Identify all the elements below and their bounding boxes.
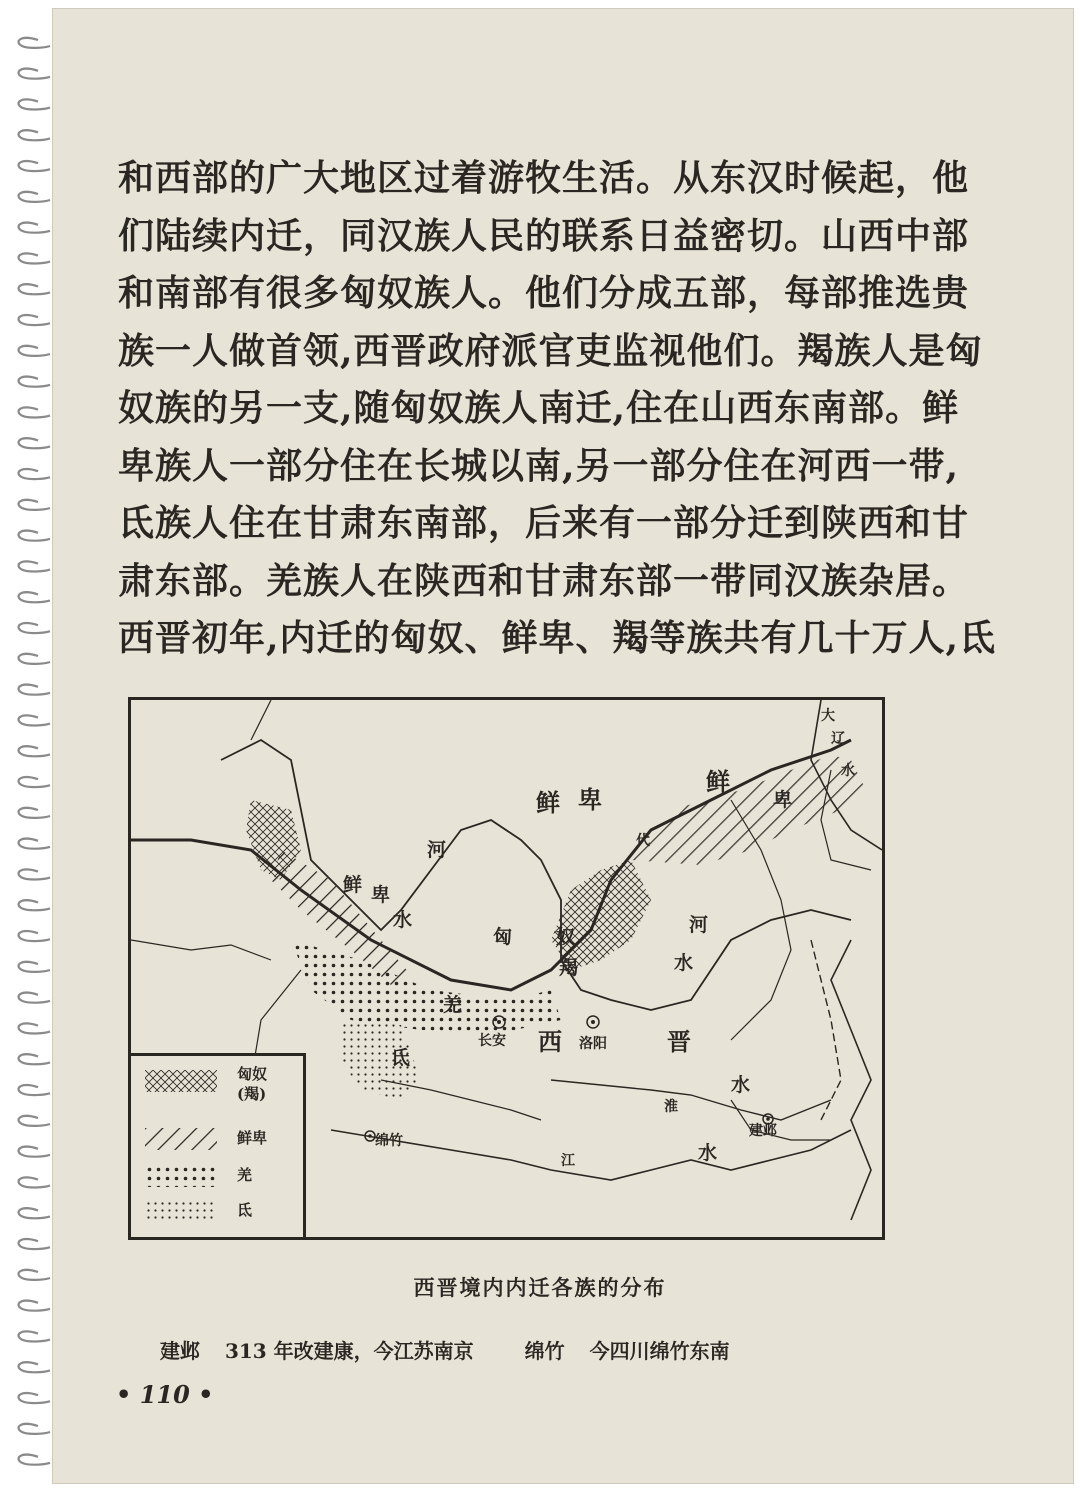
spiral-ring xyxy=(19,962,50,972)
spiral-ring xyxy=(19,99,50,109)
spiral-ring xyxy=(19,69,50,79)
note-desc: 今四川绵竹东南 xyxy=(589,1339,730,1363)
legend-label: 羌 xyxy=(237,1166,253,1184)
map-caption: 西晋境内内迁各族的分布 xyxy=(413,1275,667,1300)
spiral-ring xyxy=(19,284,50,294)
map-label-changan: 长安 xyxy=(478,1033,506,1049)
map-label-xianbei: 卑 xyxy=(371,884,391,906)
spiral-ring xyxy=(19,407,50,417)
map-label-jie: 羯 xyxy=(559,957,579,979)
footnotes xyxy=(160,1335,730,1364)
spiral-ring xyxy=(19,161,50,171)
spiral-ring xyxy=(19,38,50,48)
spiral-ring xyxy=(19,192,50,202)
text-line: 和南部有很多匈奴族人。他们分成五部，每部推选贵 xyxy=(118,272,970,314)
spiral-ring xyxy=(19,438,50,448)
map-label-xi: 西 xyxy=(538,1027,562,1056)
map-label-xianbei: 鲜 xyxy=(706,767,730,796)
spiral-ring xyxy=(19,1208,50,1218)
spiral-ring xyxy=(19,592,50,602)
map-label-luoyang: 洛阳 xyxy=(579,1036,607,1052)
map-label-river: 河 xyxy=(689,914,709,936)
text-line: 族一人做首领,西晋政府派官吏监视他们。羯族人是匈 xyxy=(118,329,983,372)
spiral-ring xyxy=(19,654,50,664)
map-label-xianbei: 卑 xyxy=(773,789,793,811)
spiral-ring xyxy=(19,839,50,849)
map-label-jianye: 建邺 xyxy=(749,1123,777,1139)
dots-pattern-icon xyxy=(145,1165,217,1187)
cross-pattern-icon xyxy=(145,1070,217,1092)
spiral-ring xyxy=(19,1116,50,1126)
spiral-ring xyxy=(19,1393,50,1403)
hatch-pattern-icon xyxy=(145,1128,217,1150)
historical-map xyxy=(128,697,885,1240)
map-label-huai: 水 xyxy=(731,1074,751,1096)
spiral-ring xyxy=(19,1301,50,1311)
spiral-ring xyxy=(19,253,50,263)
map-label-river: 水 xyxy=(674,952,694,974)
map-label-xiongnu: 奴 xyxy=(556,926,576,948)
spiral-ring xyxy=(19,808,50,818)
text-line: 奴族的另一支,随匈奴族人南迁,住在山西东南部。鲜 xyxy=(118,387,960,429)
note-term: 建邺 xyxy=(160,1339,200,1363)
spiral-ring xyxy=(19,685,50,695)
text-line: 肃东部。羌族人在陕西和甘肃东部一带同汉族杂居。 xyxy=(118,559,970,602)
map-label-jin: 晋 xyxy=(667,1027,691,1056)
spiral-ring xyxy=(19,130,50,140)
legend-item-di xyxy=(145,1196,295,1224)
legend-label: 氐 xyxy=(237,1201,253,1219)
spiral-ring xyxy=(19,1239,50,1249)
legend-label: 鲜卑 xyxy=(237,1129,268,1147)
spiral-ring xyxy=(19,1054,50,1064)
spiral-ring xyxy=(19,1147,50,1157)
map-label-liaoshui: 水 xyxy=(841,763,855,779)
map-label-qiang: 羌 xyxy=(443,994,463,1016)
page-number: • 110 • xyxy=(116,1380,214,1409)
legend-item-xiongnu xyxy=(145,1065,295,1103)
map-label-dai: 代 xyxy=(636,833,650,849)
spiral-ring xyxy=(19,1177,50,1187)
map-label-xianbei: 卑 xyxy=(578,785,602,814)
spiral-ring xyxy=(19,993,50,1003)
text-line: 氐族人住在甘肃东南部，后来有一部分迁到陕西和甘 xyxy=(118,502,970,544)
map-label-liaoshui: 辽 xyxy=(831,731,845,747)
spiral-ring xyxy=(19,1085,50,1095)
map-label-river: 河 xyxy=(427,839,447,861)
spiral-ring xyxy=(19,500,50,510)
map-label-huai: 淮 xyxy=(664,1099,678,1115)
map-label-jiang: 水 xyxy=(698,1142,718,1164)
legend-item-qiang xyxy=(145,1161,295,1189)
qiang-region xyxy=(291,940,561,1035)
map-label-xianbei: 鲜 xyxy=(536,788,560,817)
map-label-river: 水 xyxy=(393,909,413,931)
spiral-ring xyxy=(19,469,50,479)
spiral-ring xyxy=(19,561,50,571)
spiral-ring xyxy=(19,715,50,725)
spiral-ring xyxy=(19,900,50,910)
spiral-ring xyxy=(19,1023,50,1033)
small-dots-pattern-icon xyxy=(145,1200,217,1222)
map-label-xianbei: 鲜 xyxy=(343,874,363,896)
map-legend xyxy=(131,1053,306,1240)
spiral-ring xyxy=(19,1331,50,1341)
spiral-ring xyxy=(19,377,50,387)
spiral-ring xyxy=(19,1424,50,1434)
map-label-xiongnu: 匈 xyxy=(493,926,513,948)
note-term: 绵竹 xyxy=(524,1339,565,1363)
spiral-ring xyxy=(19,531,50,541)
map-label-jiang: 江 xyxy=(561,1153,575,1169)
spiral-ring xyxy=(19,1362,50,1372)
spiral-ring xyxy=(19,623,50,633)
spiral-ring xyxy=(19,777,50,787)
spiral-ring xyxy=(19,315,50,325)
text-line: 们陆续内迁，同汉族人民的联系日益密切。山西中部 xyxy=(118,214,970,257)
spiral-ring xyxy=(19,869,50,879)
map-label-mianzhu: 绵竹 xyxy=(375,1133,403,1149)
spiral-ring xyxy=(19,346,50,356)
text-line: 和西部的广大地区过着游牧生活。从东汉时候起，他 xyxy=(118,157,970,199)
note-desc: 313 年改建康，今江苏南京 xyxy=(224,1339,474,1363)
body-paragraph xyxy=(118,150,997,668)
spiral-ring xyxy=(19,746,50,756)
map-label-liaoshui: 大 xyxy=(821,708,835,724)
text-line: 西晋初年,内迁的匈奴、鲜卑、羯等族共有几十万人,氐 xyxy=(118,617,997,659)
legend-label: 匈奴 (羯) xyxy=(237,1065,268,1103)
spiral-ring xyxy=(19,931,50,941)
spiral-ring xyxy=(19,1455,50,1465)
legend-item-xianbei xyxy=(145,1124,295,1152)
spiral-ring xyxy=(19,223,50,233)
text-line: 卑族人一部分住在长城以南,另一部分住在河西一带, xyxy=(118,444,960,487)
map-label-di: 氐 xyxy=(391,1047,411,1069)
